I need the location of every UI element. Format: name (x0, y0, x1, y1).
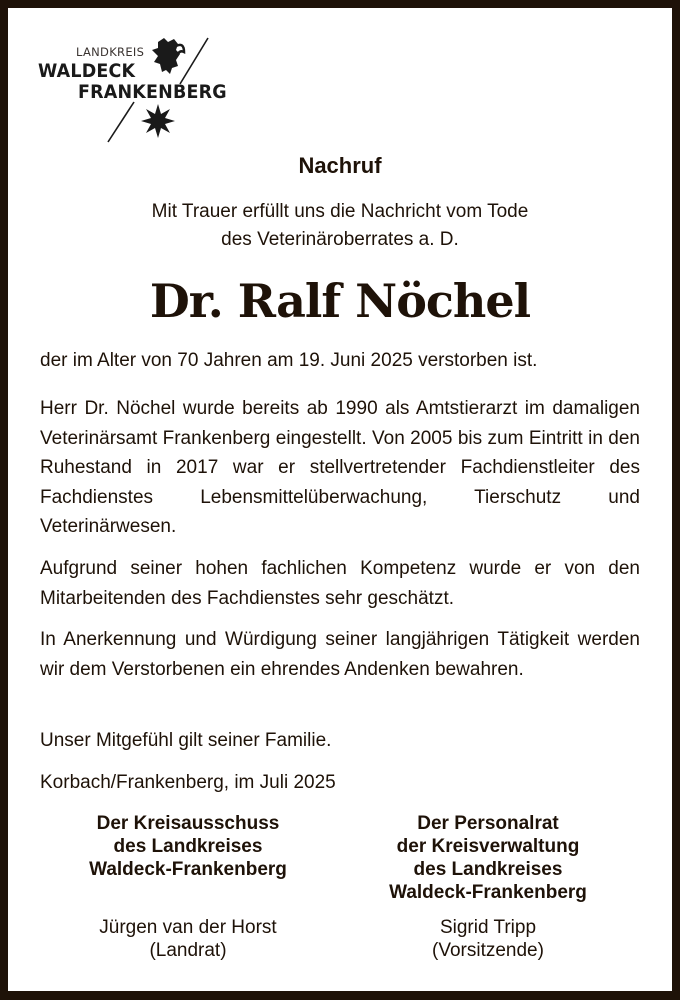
intro-line-1: Mit Trauer erfüllt uns die Nachricht vom Tode (151, 201, 529, 222)
career-paragraph (40, 394, 640, 542)
lion-icon (150, 36, 212, 88)
org-line: Der Personalrat (417, 813, 559, 834)
family-text: Unser Mitgefühl gilt seiner Familie. (40, 730, 332, 751)
signatory-name: Jürgen van der Horst (99, 917, 277, 938)
family-paragraph (40, 726, 640, 756)
logo-text-waldeck: WALDECK (38, 60, 136, 82)
place-date-text: Korbach/Frankenberg, im Juli 2025 (40, 772, 336, 793)
signature-org (338, 812, 638, 904)
signatory-name: Sigrid Tripp (439, 917, 537, 938)
signatory-role: (Vorsitzende) (432, 940, 544, 961)
signature-block-district-committee (38, 812, 338, 962)
logo-text-landkreis: LANDKREIS (76, 45, 145, 59)
age-text: der im Alter von 70 Jahren am 19. Juni 2025 verstorben ist. (40, 350, 538, 371)
star-icon (106, 100, 186, 144)
logo-text-frankenberg: FRANKENBERG (78, 81, 227, 103)
deceased-name: Dr. Ralf Nöchel (149, 274, 531, 328)
competence-text: Aufgrund seiner hohen fachlichen Kompetenz wurde er von den Mitarbeitenden des Fachdienstes sehr geschätzt. (40, 558, 640, 609)
signatory-role: (Landrat) (149, 940, 227, 961)
honor-paragraph (40, 625, 640, 684)
place-date-paragraph (40, 768, 640, 798)
obituary-card (8, 8, 672, 991)
org-line: Waldeck-Frankenberg (89, 859, 287, 880)
obituary-heading: Nachruf (298, 153, 382, 178)
signature-block-staff-council (338, 812, 638, 962)
signature-org (38, 812, 338, 881)
org-line: der Kreisverwaltung (396, 836, 580, 857)
org-line: des Landkreises (113, 836, 263, 857)
competence-paragraph (40, 554, 640, 613)
honor-text: In Anerkennung und Würdigung seiner langjährigen Tätigkeit werden wir dem Verstorbenen ein ehrendes Andenken bewahren. (40, 629, 640, 680)
org-line: Waldeck-Frankenberg (389, 882, 587, 903)
intro-line-2: des Veterinäroberrates a. D. (221, 229, 459, 250)
career-text: Herr Dr. Nöchel wurde bereits ab 1990 als Amtstierarzt im damaligen Veterinärsamt Frankenberg eingestellt. Von 2005 bis zum Eintritt in den Ruhestand in 2017 war er stellvertretender Fachdienstleiter des Fachdienstes Lebensmittelüberwachung, Tierschutz und Veterinärwesen. (40, 398, 640, 537)
district-logo (38, 36, 258, 146)
intro-text (8, 198, 672, 254)
signatory (338, 916, 638, 962)
org-line: Der Kreisausschuss (96, 813, 280, 834)
org-line: des Landkreises (413, 859, 563, 880)
signatory (38, 916, 338, 962)
age-paragraph (40, 346, 640, 376)
